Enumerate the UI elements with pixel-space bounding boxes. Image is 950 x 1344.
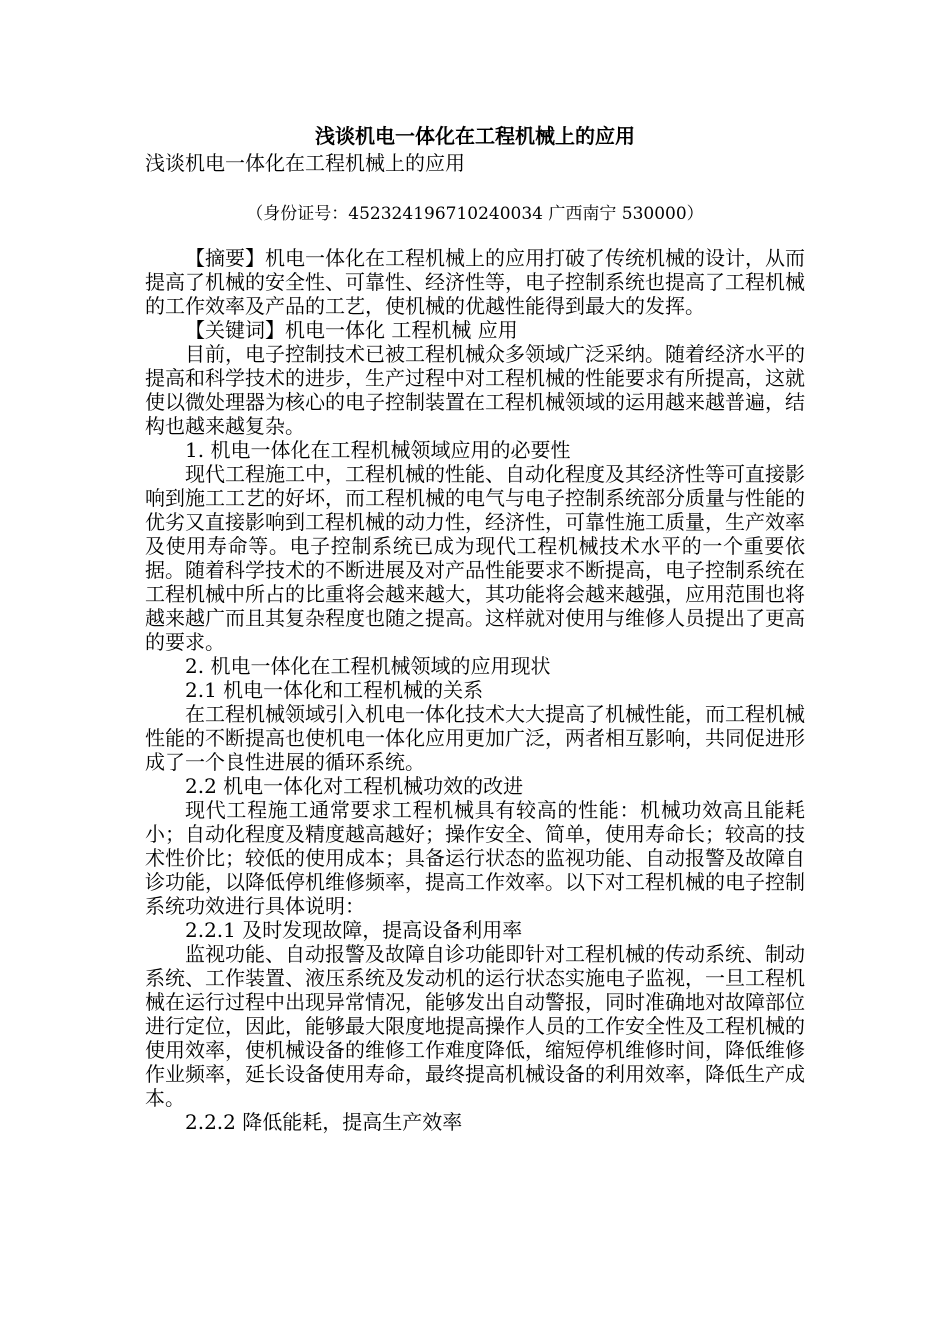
author-id-line: （身份证号：452324196710240034 广西南宁 530000） bbox=[246, 204, 704, 224]
subsection-2-2-1-paragraph: 监视功能、自动报警及故障自诊功能即针对工程机械的传动系统、制动系统、工作装置、液压系统及发动机的运行状态实施电子监视，一旦工程机械在运行过程中出现异常情况，能够发出自动警报，同时准确地对故障部位进行定位，因此，能够最大限度地提高操作人员的工作安全性及工程机械的使用效率，使机械设备的维修工作难度降低，缩短停机维修时间，降低维修作业频率，延长设备使用寿命，最终提高机械设备的利用效率，降低生产成本。 bbox=[145, 942, 805, 1110]
section-1-paragraph: 现代工程施工中，工程机械的性能、自动化程度及其经济性等可直接影响到施工工艺的好坏，而工程机械的电气与电子控制系统部分质量与性能的优劣又直接影响到工程机械的动力性，经济性，可靠性施工质量，生产效率及使用寿命等。电子控制系统已成为现代工程机械技术水平的一个重要依据。随着科学技术的不断进展及对产品性能要求不断提高，电子控制系统在工程机械中所占的比重将会越来越大，其功能将会越来越强，应用范围也将越来越广而且其复杂程度也随之提高。这样就对使用与维修人员提出了更高的要求。 bbox=[145, 462, 805, 654]
subsection-heading-2-2-2: 2.2.2 降低能耗，提高生产效率 bbox=[185, 1110, 463, 1134]
document-body bbox=[145, 246, 805, 1134]
section-heading-2: 2. 机电一体化在工程机械领域的应用现状 bbox=[185, 654, 551, 678]
subsection-heading-2-2: 2.2 机电一体化对工程机械功效的改进 bbox=[185, 774, 524, 798]
abstract-paragraph: 【摘要】机电一体化在工程机械上的应用打破了传统机械的设计，从而提高了机械的安全性、可靠性、经济性等，电子控制系统也提高了工程机械的工作效率及产品的工艺，使机械的优越性能得到最大的发挥。 bbox=[145, 246, 805, 318]
subsection-2-1-paragraph: 在工程机械领域引入机电一体化技术大大提高了机械性能，而工程机械性能的不断提高也使机电一体化应用更加广泛，两者相互影响，共同促进形成了一个良性进展的循环系统。 bbox=[145, 702, 805, 774]
keywords-paragraph: 【关键词】机电一体化 工程机械 应用 bbox=[185, 318, 518, 342]
subsection-2-2-paragraph: 现代工程施工通常要求工程机械具有较高的性能：机械功效高且能耗小；自动化程度及精度越高越好；操作安全、简单，使用寿命长；较高的技术性价比；较低的使用成本；具备运行状态的监视功能、自动报警及故障自诊功能，以降低停机维修频率，提高工作效率。以下对工程机械的电子控制系统功效进行具体说明： bbox=[145, 798, 805, 918]
document-subtitle: 浅谈机电一体化在工程机械上的应用 bbox=[145, 151, 465, 175]
subsection-heading-2-1: 2.1 机电一体化和工程机械的关系 bbox=[185, 678, 484, 702]
intro-paragraph: 目前，电子控制技术已被工程机械众多领域广泛采纳。随着经济水平的提高和科学技术的进步，生产过程中对工程机械的性能要求有所提高，这就使以微处理器为核心的电子控制装置在工程机械领域的运用越来越普遍，结构也越来越复杂。 bbox=[145, 342, 805, 438]
section-heading-1: 1. 机电一体化在工程机械领域应用的必要性 bbox=[185, 438, 571, 462]
subsection-heading-2-2-1: 2.2.1 及时发现故障，提高设备利用率 bbox=[185, 918, 523, 942]
document-title: 浅谈机电一体化在工程机械上的应用 bbox=[315, 124, 635, 148]
